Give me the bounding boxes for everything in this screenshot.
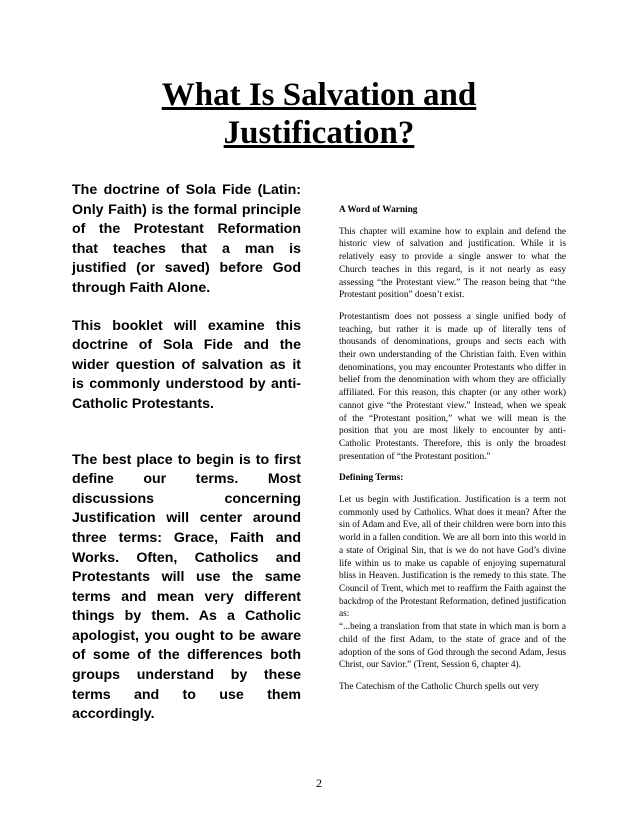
- warning-paragraph-2: Protestantism does not possess a single unified body of teaching, but rather it is made up of literally tens of thousands of denominations, groups and sects each with their own understanding of the Christian faith. Even within denominations, you may encounter Protestants who differ in belief from the denomination with whom they are officially affiliated. For this reason, this chapter (or any other work) cannot give “the Protestant view.” Instead, when we speak of the “Protestant position,” what we will mean is the position that you are most likely to encounter by anti-Catholic Protestants. Therefore, this is only the broadest presentation of “the Protestant position.”: [339, 311, 566, 462]
- title-line-2: Justification?: [223, 115, 415, 151]
- catechism-paragraph: The Catechism of the Catholic Church spells out very: [339, 681, 539, 692]
- left-column: [72, 181, 301, 743]
- intro-paragraph: The doctrine of Sola Fide (Latin: Only Faith) is the formal principle of the Protestant Reformation that teaches that a man is justified (or saved) before God through Faith Alone.: [72, 182, 301, 296]
- warning-heading: A Word of Warning: [339, 205, 418, 215]
- trent-quote: “...being a translation from that state in which man is born a child of the first Adam, to the state of grace and of the adoption of the sons of God through the second Adam, Jesus Christ, our Savior.” (Trent, Session 6, chapter 4).: [339, 622, 566, 671]
- right-column: [339, 204, 566, 703]
- justification-paragraph: Let us begin with Justification. Justification is a term not commonly used by Catholics. What does it mean? After the sin of Adam and Eve, all of their children were born into this world in a fallen condition. We are all born into this world in a state of Original Sin, that is we do not have God’s divine life within us to make us capable of enjoying supernatural bliss in Heaven. Justification is the remedy to this state. The Council of Trent, which met to reaffirm the Faith against the backdrop of the Protestant Reformation, defined justification as:: [339, 495, 566, 620]
- title-line-1: What Is Salvation and: [161, 77, 477, 113]
- warning-paragraph-1: This chapter will examine how to explain and defend the historic view of salvation and justification. While it is relatively easy to provide a single answer to what the Church teaches in this regard, is it not nearly as easy assessing “the Protestant view.” The reason being that “the Protestant position” doesn’t exist.: [339, 226, 566, 301]
- page-number: 2: [316, 776, 322, 790]
- booklet-paragraph: This booklet will examine this doctrine of Sola Fide and the wider question of salvation as it is commonly understood by anti-Catholic Protestants.: [72, 317, 301, 412]
- page-title: [70, 76, 568, 152]
- terms-paragraph: The best place to begin is to first define our terms. Most discussions concerning Justification will center around three terms: Grace, Faith and Works. Often, Catholics and Protestants will use the same terms and mean very different things by them. As a Catholic apologist, you ought to be aware of some of the differences both groups understand by these terms and to use them accordingly.: [72, 451, 301, 723]
- defining-terms-heading: Defining Terms:: [339, 473, 404, 484]
